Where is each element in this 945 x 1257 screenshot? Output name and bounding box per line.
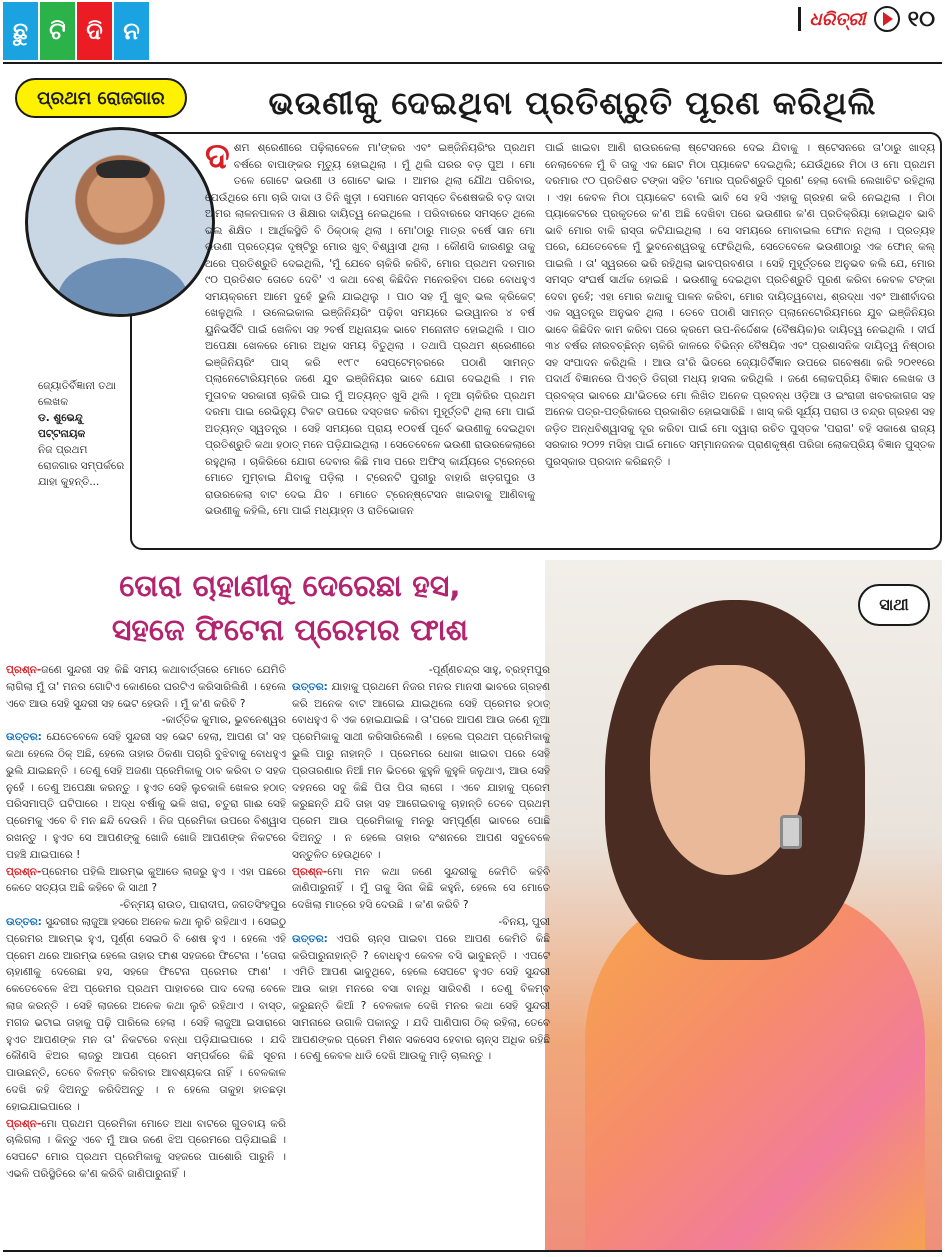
- section-brand: [3, 2, 151, 60]
- question: ପ୍ରଶ୍ନ-ମୋ ପ୍ରଥମ ପ୍ରେମିକା ମୋତେ ଅଧା ବାଟରେ ଗୁଡବାୟ କରି ଚାଲିଗଲା । କିନ୍ତୁ ଏବେ ମୁଁ ଆଉ ଜଣେ ଝିଅ ପ୍ରେମରେ ପଡ଼ିଯାଇଛି । ସେପଟେ ମୋର ପ୍ରଥମ ପ୍ରେମିକାକୁ ସହଜରେ ପାଶୋରି ପାରୁନି । ଏଭଳି ପରିସ୍ଥିତିରେ କ'ଣ କରିବି ଜାଣିପାରୁନାହିଁ ।: [6, 1117, 286, 1180]
- masthead-right: [798, 4, 935, 34]
- answer: ଉତ୍ତର: ଯେତେବେଳେ ସେହି ସୁନ୍ଦରୀ ସହ ଭେଟ ହେଲା, ଆପଣ ତା' ସହ କଥା ହେଲେ ଠିକ୍ ଅଛି, ହେଲେ ତାହାର ଠିକଣା ପଚାରି ବୁଝିବାକୁ ବୋଧହୁଏ ଭୁଲି ଯାଇଛନ୍ତି । ତେଣୁ ସେହି ଅଜଣା ପ୍ରେମିକାକୁ ଠାବ କରିବା ତ ସହଜ ନୁହେଁ । ତେଣୁ ଅପେକ୍ଷା କରନ୍ତୁ । ହୁଏତ ସେହି ଲୁଚକାଳି ଖେଳର ହଠାତ୍ ପରିସମାପ୍ତି ଘଟିପାରେ । ଅଦ୍ଧ ବର୍ଷାକୁ ଭଳି ଖରା, ଚତୁରା ଗାଈ ସେହି ପ୍ରେମକୁ ଏବେ ବି ମନ ଛନ୍ଦି ଦେଉନି । ନିଜ ପ୍ରେମିକା ଉପରେ ବିଶ୍ୱାସ ରଖନ୍ତୁ । ହୁଏତ ସେ ଆପଣଙ୍କୁ ଖୋଜି ଖୋଜି ଆପଣଙ୍କ ନିକଟରେ ପହଞ୍ଚି ଯାଇପାରେ !: [6, 731, 286, 861]
- feature-photo: [545, 560, 942, 1250]
- answer: ଉତ୍ତର: ଯାହାକୁ ପ୍ରଥମେ ନିଜର ମନର ମାନସୀ ଭାବରେ ଗ୍ରହଣ କରି ଅନେକ ବାଟ ଆଗେଇ ଯାଇଥିଲେ ସେହି ପ୍ରେମର ହଠାତ୍ ବୋଧହୁଏ ବି ଏକ ହୋଇଯାଇଛି । ତା'ପରେ ଆପଣ ଆଉ ଜଣେ ନୂଆ ପ୍ରେମିକାକୁ ସାଥୀ କରିସାରିଲେଣି । ହେଲେ ପ୍ରଥମ ପ୍ରେମିକାକୁ ଭୁଲି ପାରୁ ନାହାନ୍ତି । ପ୍ରେମରେ ଧୋକା ଖାଇବା ପରେ ସେହି ପ୍ରତାରଣାର ନିଆଁ ମନ ଭିତରେ କୁହୁଳି କୁହୁଳି ଜଳୁଥାଏ, ଆଉ ସେହି ଦହନରେ ସବୁ କିଛି ପିତା ପିତା ଲାଗେ । ଏବେ ଯାହାକୁ ପ୍ରେମ କରୁଛନ୍ତି ଯଦି ତାହା ସହ ଆଗେଇବାକୁ ଚାହାନ୍ତି ତେବେ ପ୍ରଥମ ପ୍ରେମ ଆଉ ପ୍ରେମିକାକୁ ମନରୁ ସମ୍ପୂର୍ଣ୍ଣ ଭାବରେ ପୋଛି ଦିଅନ୍ତୁ । ନ ହେଲେ ତାହାର ଦଂଶନରେ ଆପଣ ସବୁବେଳେ ସନ୍ତୁଳିତ ହେଉଥିବେ ।: [292, 680, 550, 861]
- signature: -ପୂର୍ଣ୍ଣଚନ୍ଦ୍ର ସାହୁ, ବ୍ରହ୍ମପୁର: [428, 664, 550, 676]
- article-column-1: [205, 140, 535, 545]
- brand-letter: ନ: [114, 2, 149, 60]
- question: ପ୍ରଶ୍ନ-ପ୍ରେମର ପହିଲି ଆରମ୍ଭ କୁଆଡେ ଲାଜରୁ ହୁଏ । ଏହା ପଛରେ କେତେ ସତ୍ୟତା ଅଛି କହିବେ କି ସାଥୀ ?: [6, 865, 286, 895]
- signature: -ବିନୟ, ପୁରୀ: [498, 915, 550, 928]
- footer-rule: [3, 1250, 942, 1252]
- caption-outro: ନିଜ ପ୍ରଥମ ରୋଜଗାର ସମ୍ପର୍କରେ ଯାହା କୁହନ୍ତି...: [38, 444, 125, 488]
- question: ପ୍ରଶ୍ନ-ମୋ ମନ କଥା ଜଣେ ସୁନ୍ଦରୀକୁ କେମିତି କହିବି ଜାଣିପାରୁନାହିଁ । ମୁଁ ତାକୁ ସିନା କିଛି କହୁନି, ହେଲେ ସେ ମୋତେ ଦେଖିଲା ମାତ୍ରେ ହସି ଦେଉଛି । କ'ଣ କରିବି ?: [292, 865, 550, 912]
- column-tag: ସାଥୀ: [858, 584, 930, 626]
- headline-line-2: ସହଜେ ଫିଟେନା ପ୍ରେମର ଫାଶ: [111, 613, 469, 648]
- article-body-1: ଶମ ଶ୍ରେଣୀରେ ପଢ଼ିଲାବେଳେ ମା'ଙ୍କର ଏବଂ ଇଞ୍ଜିନିୟରିଂର ପ୍ରଥମ ବର୍ଷରେ ବାପାଙ୍କର ମୃତ୍ୟୁ ହୋଇଥିଲା । ମୁଁ ଥିଲି ଘରର ବଡ଼ ପୁଅ । ମୋ ତଳେ ଗୋଟେ ଭଉଣୀ ଓ ଗୋଟେ ଭାଇ । ଆମର ଥିଲା ଯୌଥ ପରିବାର, ଯେଉଁଥିରେ ମୋ ଚାରି ଦାଦା ଓ ତିନି ଖୁଡ଼ୀ । ସେମାନେ ସମସ୍ତେ ବିଶେଷକରି ବଡ଼ ଦାଦା ଆମର ଲାଳନପାଳନ ଓ ଶିକ୍ଷାର ଦାୟିତ୍ୱ ନେଇଥିଲେ । ପରିବାରରେ ସମସ୍ତେ ଥିଲେ ଭଲ ଶିକ୍ଷିତ । ଆର୍ଥିକସ୍ଥିତି ବି ଠିକ୍‌ଠାକ୍ ଥିଲା । ମୋ'ଠାରୁ ମାତ୍ର ବର୍ଷେ ସାନ ମୋ ଭଉଣୀ ପ୍ରତ୍ୟେକ ଦୃଷ୍ଟିରୁ ମୋର ଖୁବ୍ ବିଶ୍ୱାସୀ ଥିଲା । କୌଣସି କାରଣରୁ ତାକୁ ଥରେ ପ୍ରତିଶ୍ରୁତି ଦେଇଥିଲି, 'ମୁଁ ଯେବେ ଚାକିରି କରିବି, ମୋର ପ୍ରଥମ ଦରମାର ୯୦ ପ୍ରତିଶତ ତୋତେ ଦେବି' ଏ କଥା ବେଶ୍ କିଛିଦିନ ମନେରହିବା ପରେ ବୋଧହୁଏ ସମୟକ୍ରମେ ଆମେ ଦୁହେଁ ଭୁଲି ଯାଇଥିଲୁ । ପାଠ ସହ ମୁଁ ଖୁବ୍ ଭଲ କ୍ରିକେଟ୍ ଖେଳୁଥିଲି । ଉଲେଇକାଲ ଇଞ୍ଜିନିୟରିଂ ପଢ଼ିବା ସମୟରେ ଇଉୱାନର ୪ ବର୍ଷ ୟୁନିଭର୍ସିଟି ପାଇଁ ଖେଳିବା ସହ ୨ବର୍ଷ ଅଧିନାୟକ ଭାବେ ମନୋନୀତ ହୋଇଥିଲି । ପାଠ ଅପେକ୍ଷା ଖେଳରେ ମୋର ଅଧିକ ସମୟ ବିତୁଥିଲା । ତଥାପି ପ୍ରଥମ ଶ୍ରେଣୀରେ ଇଞ୍ଜିନିୟରିଂ ପାସ୍ କରି ୧୯୮୯ ସେପ୍ଟେମ୍ବରରେ ପଠାଣି ସାମନ୍ତ ପ୍ଲାନେଟୋରିୟମ୍‌ରେ ଜଣେ ଯୁବ ଇଞ୍ଜିନିୟର ଭାବେ ଯୋଗ ଦେଇଥିଲି । ମନ ମୁତାବକ ସରକାରୀ ଚାକିରି ପାଇ ମୁଁ ଅତ୍ୟନ୍ତ ଖୁସି ଥିଲି । ନୂଆ ଚାକିରିର ପ୍ରଥମ ଦରମା ପାଇ ରେଭିନ୍ୟୁ ଟିକଟ ଉପରେ ଦସ୍ତଖତ କରିବା ମୁହୂର୍ତ୍ତଟି ଥିଲା ମୋ ପାଇଁ ଅତ୍ୟନ୍ତ ସ୍ୱତନ୍ତ୍ର । ସେହି ସମୟରେ ପ୍ରାୟ ୧୦ବର୍ଷ ପୂର୍ବେ ଭଉଣୀକୁ ଦେଇଥିବା ପ୍ରତିଶ୍ରୁତି କଥା ହଠାତ୍ ମନେ ପଡ଼ିଯାଇଥିଲା । ସେତେବେଳେ ଭଉଣୀ ରାଉରକେଲାରେ ରହୁଥିଲା । ଚାକିରିରେ ଯୋଗ ଦେବାର କିଛି ମାସ ପରେ ଅଫିସ୍ କାର୍ଯ୍ୟରେ ଟ୍ରେନ୍‌ରେ ମୋତେ ମୁମ୍ବାଇ ଯିବାକୁ ପଡ଼ିଲା । ଟ୍ରେନଟି ପୁରୀରୁ ବାହାରି ଖଡ଼ଗପୁର ଓ ରାଉରକେଲା ବାଟ ଦେଇ ଯିବ । ମୋତେ ଟ୍ରେନ୍‌ଷ୍ଟେସନ ଖାଇବାକୁ ଆଣିବାକୁ ଭଉଣୀକୁ କହିଲି, ମୋ ପାଇଁ ମଧ୍ୟାହ୍ନ ଓ ରାତିଭୋଜନ: [205, 142, 535, 517]
- author-photo: [25, 127, 215, 317]
- signature: -ଚିନ୍ମୟ ରାଉତ, ପାରାଦୀପ, ଜଗତସିଂହପୁର: [119, 899, 286, 912]
- qa-column-1: [6, 662, 286, 1252]
- article-kicker: ପ୍ରଥମ ରୋଜଗାର: [15, 78, 187, 118]
- brand-letter: ଦି: [77, 2, 112, 60]
- headline-line-1: ତୋରା ଚାହାଣୀକୁ ଦେରେଛା ହସ,: [119, 569, 461, 604]
- drop-cap: ଦ: [205, 140, 230, 177]
- divider-bar: [798, 7, 801, 31]
- caption-intro: ଜ୍ୟୋତିର୍ବିଜ୍ଞାନୀ ତଥା ଲେଖକ: [38, 380, 116, 408]
- header-rule: [3, 62, 942, 64]
- author-name: ଡ. ଶୁଭେନ୍ଦୁ ପଟ୍ଟନାୟକ: [38, 412, 86, 440]
- question: ପ୍ରଶ୍ନ-ଜଣେ ସୁନ୍ଦରୀ ସହ କିଛି ସମୟ କଥାବାର୍ତ୍ତାରେ ମୋତେ ଯେମିତି ଲାଗିଲା ମୁଁ ତା' ମନର ଗୋଟିଏ କୋଣରେ ଘରଟିଏ କରିସାରିଲିଣି । ହେଲେ ଏବେ ଆଉ ସେହି ସୁନ୍ଦରୀ ସହ ଭେଟ ହେଉନି । ମୁଁ କ'ଣ କରିବି ?: [6, 664, 286, 710]
- publication-logo: ଧରିତ୍ରୀ: [809, 8, 866, 30]
- article-headline: ଭଉଣୀକୁ ଦେଇଥିବା ପ୍ରତିଶ୍ରୁତି ପୂରଣ କରିଥିଲି: [268, 83, 877, 122]
- signature: -କାର୍ତ୍ତିକ କୁମାର, ଭୁବନେଶ୍ୱର: [161, 714, 286, 727]
- feature-headline: [10, 565, 570, 653]
- answer: ଉତ୍ତର: ଏପରି ଚାନ୍ସ ପାଇବା ପରେ ଆପଣ କେମିତି କିଛି କରିପାରୁନାହାନ୍ତି ? ବୋଧହୁଏ କେବଳ ବସି ଭାବୁଛନ୍ତି । ଏପଟେ ଏମିତି ଆପଣ ଭାବୁଥିବେ, ହେଲେ ସେପଟେ ହୁଏତ ସେହି ସୁନ୍ଦରୀ ଆଉ କାହା ମନରେ ବସା ବାନ୍ଧି ସାରିବଣି । ତେଣୁ ବିଳମ୍ବ କରୁଛନ୍ତି କିଆଁ ? ବେଳକାଳ ଦେଖି ମନର କଥା ସେହି ସୁନ୍ଦରୀ ସାମନାରେ ଉଗାଳି ପକାନ୍ତୁ । ଯଦି ପାଣିପାଗ ଠିକ୍ ରହିଲା, ତେବେ ଆପଣଙ୍କର ପ୍ରେମ ମିଶନ ସକସେସ ହେବାର ଚାନ୍ସ ଅଧିକ ରହିଛି । ତେଣୁ କେବଳ ଧାଡି ଦେଖି ଆଉକୁ ମାଡ଼ି ଚାଲନ୍ତୁ ।: [292, 932, 550, 1063]
- article-column-2: ପାଇଁ ଖାଇବା ଆଣି ରାଉରକେଲା ଷ୍ଟେସନରେ ଦେଇ ଯିବାକୁ । ଷ୍ଟେସନରେ ତା'ଠାରୁ ଖାଦ୍ୟ ନେଲାବେଳେ ମୁଁ ବି ତାକୁ ଏକ ଛୋଟ ମିଠା ପ୍ୟାକେଟ ଦେଇଥିଲି; ଯେଉଁଥିରେ ମିଠା ଓ ମୋ ପ୍ରଥମ ଦରମାର ୯୦ ପ୍ରତିଶତ ଟଙ୍କା ସହିତ 'ମୋର ପ୍ରତିଶ୍ରୁତି ପୂରଣ' ହେଲା ବୋଲି ଲେଖାଚିଟ ରହିଥିଲା । ଏହା କେବଳ ମିଠା ପ୍ୟାକେଟ ବୋଲି ଭାବି ସେ ହସି ଏହାକୁ ଗ୍ରହଣ କରି ନେଇଥିଲା । ମିଠା ପ୍ୟାକେଟରେ ପ୍ରକୃତରେ କ'ଣ ଅଛି ଦେଖିବା ପରେ ଭଉଣୀର କ'ଣ ପ୍ରତିକ୍ରିୟା ହୋଇଥିବ ଭାବି ଭାବି ମୋର ବାକି ରାସ୍ତା କଟିଯାଇଥିଲା । ସେ ସମୟରେ ମୋବାଇଲ ଫୋନ ନଥିଲା । ପ୍ରତ୍ୟହ ପରେ, ଯେତେବେଳେ ମୁଁ ଭୁବନେଶ୍ୱରକୁ ଫେରିଥିଲି, ସେତେବେଳେ ଭଉଣୀଠାରୁ ଏକ ଫୋନ୍ କଲ୍ ପାଇଲି । ତା' ସ୍ୱରରେ ଭରି ରହିଥିଲା ଭାବପ୍ରବଣତା । ସେହି ମୁହୂର୍ତ୍ତରେ ଅନୁଭବ କଲି ଯେ, ମୋର ସମସ୍ତ ସଂଘର୍ଷ ସାର୍ଥକ ହୋଇଛି । ଭଉଣୀକୁ ଦେଇଥିବା ପ୍ରତିଶ୍ରୁତି ପୂରଣ କରିବା କେବଳ ଟଙ୍କା ଦେବା ନୁହେଁ; ଏହା ମୋର କଥାକୁ ପାଳନ କରିବା, ମୋର ଦାୟିତ୍ୱବୋଧ, ଶ୍ରଦ୍ଧା ଏବଂ ଆଶୀର୍ବାଦର ଏକ ସ୍ୱତନ୍ତ୍ର ଅନୁଭବ ଥିଲା । ତେବେ ପଠାଣି ସାମନ୍ତ ପ୍ଲାନେଟୋରିୟମରେ ଯୁବ ଇଞ୍ଜିନିୟର ଭାବେ କିଛିଦିନ କାମ କରିବା ପରେ କ୍ରମେ ଉପ-ନିର୍ଦ୍ଦେଶକ (ବୈଷୟିକ)ର ଦାୟିତ୍ୱ ନେଇଥିଲି । ଦୀର୍ଘ ୩୪ ବର୍ଷର ନୀରବଚ୍ଛିନ୍ନ ଚାକିରି କାଳରେ ବିଭିନ୍ନ ବୈଷୟିକ ଏବଂ ପ୍ରଶାସନିକ ଦାୟିତ୍ୱ ନିଷ୍ଠାର ସହ ସଂପାଦନ କରିଥିଲି । ଆଉ ତା'ରି ଭିତରେ ଜ୍ୟୋତିର୍ବିଜ୍ଞାନ ଉପରେ ଗବେଷଣା କରି ୨୦୧୧ରେ ପଦାର୍ଥ ବିଜ୍ଞାନରେ ପିଏଚ୍‌ଡି ଡିଗ୍ରୀ ମଧ୍ୟ ହାସଲ କରିଥିଲି । ଜଣେ ଲୋକପ୍ରିୟ ବିଜ୍ଞାନ ଲେଖକ ଓ ପ୍ରବକ୍ତା ଭାବରେ ଯା'ଭିତରେ ମୋ ଲିଖିତ ଅନେକ ପ୍ରବନ୍ଧ ଓଡ଼ିଆ ଓ ଇଂରାଜୀ ଖବରକାଗଜ ସହ ଅନେକ ପତ୍ର-ପତ୍ରିକାରେ ପ୍ରକାଶିତ ହୋଇସାରିଛି । ଖାସ୍ କରି ସୂର୍ଯ୍ୟ ପରାଗ ଓ ଚନ୍ଦ୍ର ଗ୍ରହଣ ସହ ଜଡ଼ିତ ଅନ୍ଧବିଶ୍ୱାସକୁ ଦୂର କରିବା ପାଇଁ ମୋ ଦ୍ୱାରା ରଚିତ ପୁସ୍ତକ 'ପରାଗ' ବହି ସକାଶେ ରାଜ୍ୟ ସରକାର ୨୦୨୨ ମସିହା ପାଇଁ ମୋତେ ସମ୍ମାନଜନକ ପ୍ରାଣକୃଷ୍ଣ ପରିଜା ଲୋକପ୍ରିୟ ବିଜ୍ଞାନ ପୁସ୍ତକ ପୁରସ୍କାର ପ୍ରଦାନ କରିଛନ୍ତି ।: [545, 142, 935, 468]
- play-icon: [874, 6, 900, 32]
- brand-letter: ଟି: [40, 2, 75, 60]
- page-number: ୧୦: [907, 6, 935, 32]
- brand-letter: ଛୁ: [3, 2, 38, 60]
- author-caption: [38, 378, 128, 490]
- answer: ଉତ୍ତର: ସୁନ୍ଦରୀର ଲାଜୁଆ ହସରେ ଅନେକ କଥା ଲୁଚି ରହିଥାଏ । ସେଇଠୁ ପ୍ରେମର ଆରମ୍ଭ ହୁଏ, ପୂର୍ଣ୍ଣ ସେଇଠି ବି ଶେଷ ହୁଏ । ହେଲେ ଏହି ପ୍ରେମ ଥରେ ଆରମ୍ଭ ହେଲେ ତାହାର ଫାଶ ସହଜରେ ଫିଟେନା । 'ତୋରା ଚାହାଣୀକୁ ଦେରେଛା ହସ, ସହଜେ ଫିଟେନା ପ୍ରେମର ଫାଶ' । କେତେବେଳେ ଝିଅ ପ୍ରେମର ପ୍ରଥମ ପାହାଚରେ ପାଦ ଦେଲା ବେଳେ ଲାଜ କରନ୍ତି । ସେହି ଲାଜରେ ଅନେକ କଥା ଲୁଚି ରହିଥାଏ । ବାସ୍ତ, ମଗଜ ଭଟାଇ ତାହାକୁ ପଢ଼ି ପାରିଲେ ହେଲା । ସେହି ଲାଜୁଆ ଇସାରାରେ ହୁଏତ ଆପଣଙ୍କ ମନ ତା' ନିକଟରେ ବନ୍ଧା ପଡ଼ିଯାଇପାରେ । ଯଦି କୌଣସି ଝିଅର ଲାଜରୁ ଆପଣ ପ୍ରେମ ସମ୍ପର୍କରେ କିଛି ସୂଚନା ପାଉଛନ୍ତି, ତେବେ ବିଳମ୍ବ କରିବାର ଆବଶ୍ୟକତା ନାହିଁ । ବେଳକାଳ ଦେଖି କହି ଦିଅନ୍ତୁ କରିଦିଅନ୍ତୁ । ନ ହେଲେ ତାକୁହା ହାତଛଡ଼ା ହୋଇଯାଇପାରେ ।: [6, 915, 286, 1113]
- qa-column-2: [292, 662, 550, 1252]
